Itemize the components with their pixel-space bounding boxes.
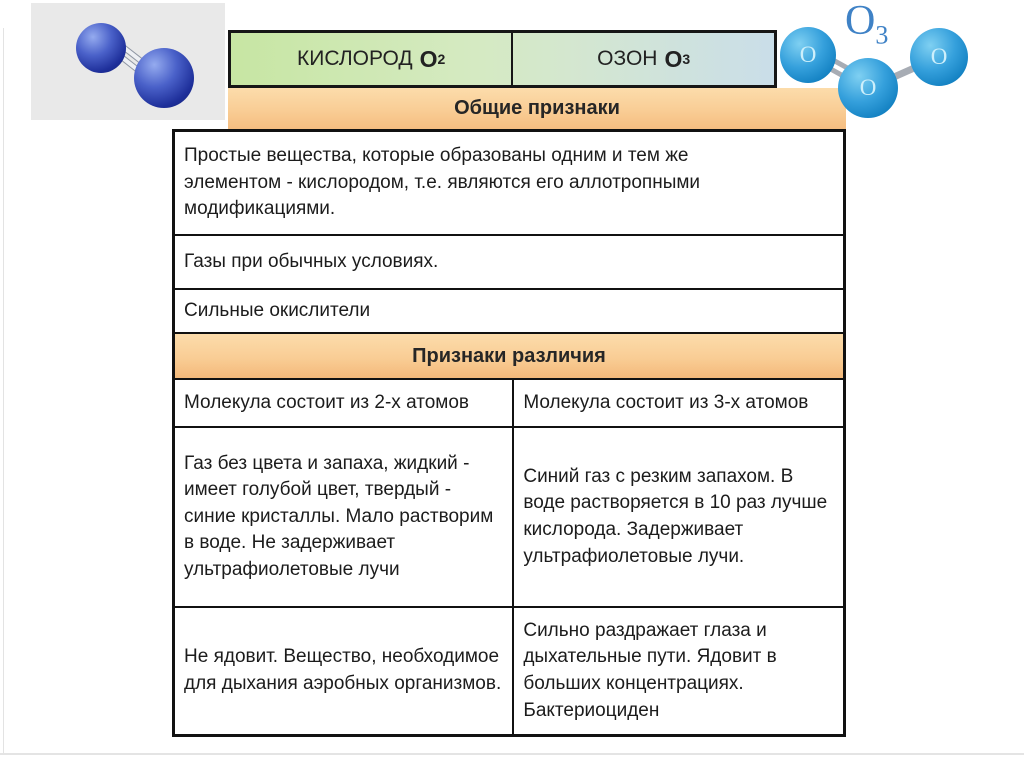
oxygen-cell-text: Молекула состоит из 2-х атомов xyxy=(184,391,470,413)
ozone-formula: O xyxy=(664,45,683,72)
ozone-caption-symbol: O xyxy=(845,0,876,44)
common-row-text: Простые вещества, которые образованы одним и тем же элементом - кислородом, т.е. являются его аллотропными модификациями. xyxy=(184,145,701,220)
ozone-atom-sphere xyxy=(910,28,968,86)
table-row xyxy=(175,428,843,608)
common-features-title: Общие признаки xyxy=(454,97,620,119)
ozone-atom-label: O xyxy=(799,42,817,67)
ozone-cell xyxy=(514,380,843,426)
ozone-cell-text: Сильно раздражает глаза и дыхательные пути. Ядовит в больших концентрациях. Бактериоциден xyxy=(523,619,777,721)
oxygen-header-label: КИСЛОРОД xyxy=(297,47,413,70)
oxygen-cell-text: Газ без цвета и запаха, жидкий - имеет голубой цвет, твердый - синие кристаллы. Мало растворим в воде. Не задерживает ультрафиолетовые лучи xyxy=(184,452,494,580)
section-band-differences xyxy=(175,334,843,380)
oxygen-cell-text: Не ядовит. Вещество, необходимое для дыхания аэробных организмов. xyxy=(184,646,502,694)
common-row-text: Газы при обычных условиях. xyxy=(184,250,439,272)
ozone-formula-caption xyxy=(845,0,888,48)
table-header-row xyxy=(228,30,777,88)
ozone-header-label: ОЗОН xyxy=(597,47,658,70)
ozone-atom-label: O xyxy=(930,44,948,69)
oxygen-atom-sphere xyxy=(76,23,126,73)
oxygen-molecule-image xyxy=(31,3,225,120)
oxygen-atom-sphere xyxy=(134,48,194,108)
oxygen-cell xyxy=(175,380,514,426)
ozone-cell xyxy=(514,608,843,734)
oxygen-formula: O xyxy=(419,45,438,72)
slide-frame-left-line xyxy=(3,28,4,754)
table-row xyxy=(175,132,843,236)
ozone-cell xyxy=(514,428,843,606)
oxygen-formula-subscript: 2 xyxy=(437,51,446,67)
table-row xyxy=(175,608,843,734)
ozone-cell-text: Синий газ с резким запахом. В воде растворяется в 10 раз лучше кислорода. Задерживает ультрафиолетовые лучи. xyxy=(523,465,828,567)
table-row xyxy=(175,380,843,428)
table-row xyxy=(175,290,843,334)
slide-frame-bottom-line xyxy=(0,753,1024,755)
comparison-table xyxy=(172,129,846,737)
differences-title: Признаки различия xyxy=(412,345,606,367)
ozone-cell-text: Молекула состоит из 3-х атомов xyxy=(523,391,809,413)
table-row xyxy=(175,236,843,290)
ozone-atom-sphere xyxy=(838,58,898,118)
ozone-atom-sphere xyxy=(780,27,836,83)
oxygen-cell xyxy=(175,608,514,734)
ozone-formula-subscript: 3 xyxy=(682,51,691,67)
ozone-atom-label: O xyxy=(859,75,877,100)
oxygen-cell xyxy=(175,428,514,606)
section-band-common-features xyxy=(228,88,846,129)
header-cell-ozone xyxy=(513,33,774,85)
header-cell-oxygen xyxy=(231,33,513,85)
common-row-text: Сильные окислители xyxy=(184,299,371,321)
ozone-caption-subscript: 3 xyxy=(875,20,889,50)
